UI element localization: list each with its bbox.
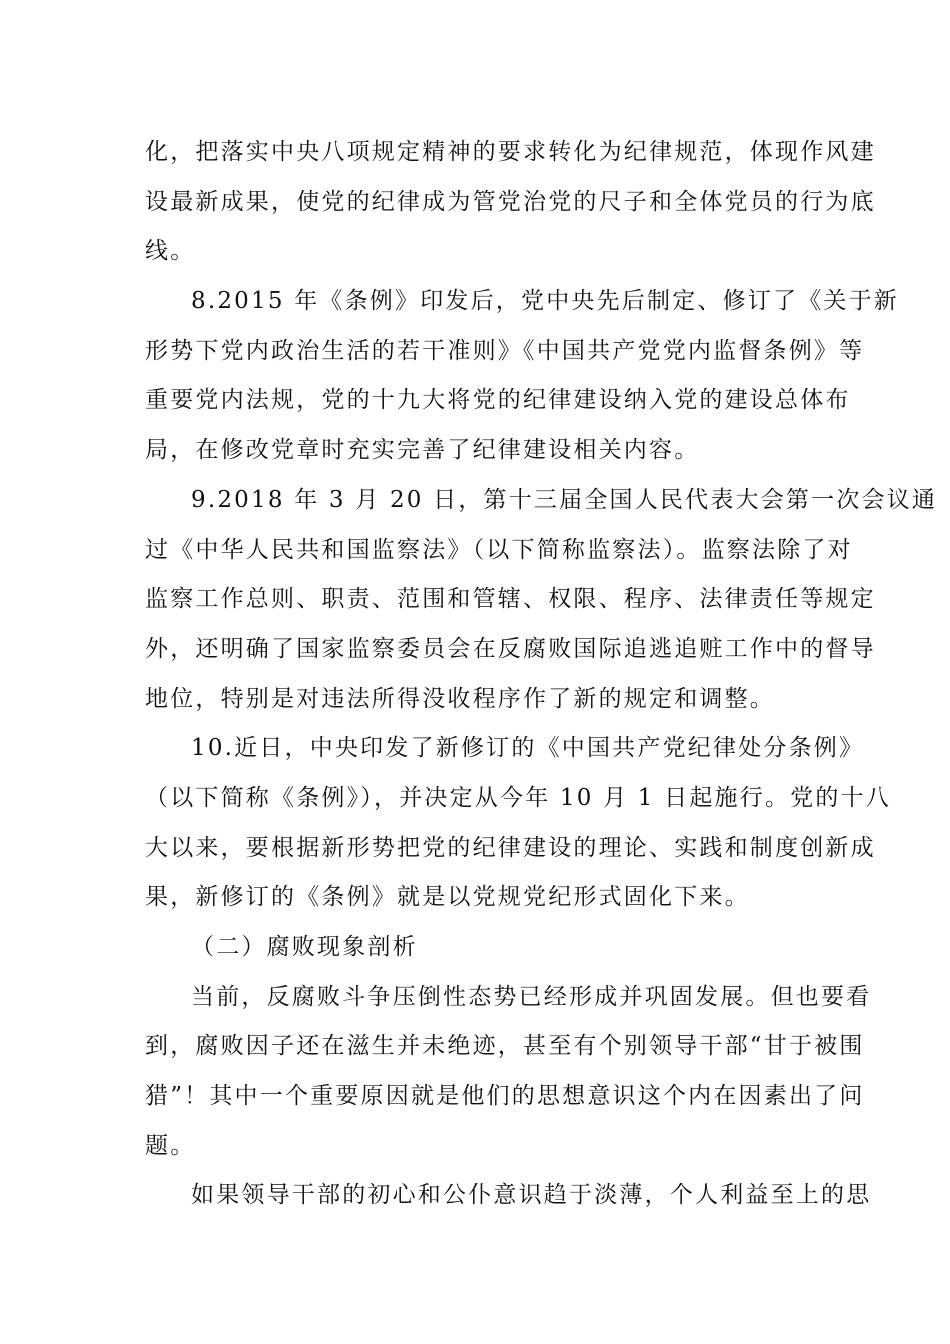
text-line: 过《中华人民共和国监察法》（以下简称监察法）。监察法除了对	[145, 536, 853, 563]
text-line: 监察工作总则、职责、范围和管辖、权限、程序、法律责任等规定	[145, 586, 876, 613]
paragraph-item-8	[145, 277, 899, 476]
text-line: 猎”！其中一个重要原因就是他们的思想意识这个内在因素出了问	[145, 1083, 865, 1110]
text-line: 线。	[145, 238, 196, 265]
text-line: 题。	[145, 1132, 196, 1159]
text-line: 8.2015 年《条例》印发后，党中央先后制定、修订了《关于新	[191, 288, 899, 315]
text-line: （以下简称《条例》），并决定从今年 10 月 1 日起施行。党的十八	[145, 784, 891, 811]
text-line: 外，还明确了国家监察委员会在反腐败国际追逃追赃工作中的督导	[145, 635, 876, 662]
heading-text: （二）腐败现象剖析	[191, 934, 418, 960]
text-line: 局，在修改党章时充实完善了纪律建设相关内容。	[145, 437, 700, 464]
paragraph-item-9	[145, 476, 938, 724]
paragraph-current-situation	[145, 973, 872, 1172]
paragraph-continued	[145, 128, 876, 277]
text-line: 地位，特别是对违法所得没收程序作了新的规定和调整。	[145, 685, 775, 712]
document-body	[145, 128, 938, 1221]
text-line: 大以来，要根据新形势把党的纪律建设的理论、实践和制度创新成	[145, 834, 876, 861]
text-line: 果，新修订的《条例》就是以党规党纪形式固化下来。	[145, 884, 750, 911]
text-line: 设最新成果，使党的纪律成为管党治党的尺子和全体党员的行为底	[145, 188, 876, 215]
text-line: 10.近日，中央印发了新修订的《中国共产党纪律处分条例》	[191, 735, 865, 762]
paragraph-if-leaders	[145, 1171, 872, 1221]
paragraph-item-10	[145, 724, 891, 923]
section-heading	[145, 923, 805, 973]
text-line: 重要党内法规，党的十九大将党的纪律建设纳入党的建设总体布	[145, 387, 851, 414]
text-line: 形势下党内政治生活的若干准则》《中国共产党党内监督条例》等	[145, 337, 865, 364]
text-line: 如果领导干部的初心和公仆意识趋于淡薄，个人利益至上的思	[191, 1182, 872, 1209]
text-line: 9.2018 年 3 月 20 日，第十三届全国人民代表大会第一次会议通	[191, 486, 938, 513]
text-line: 到，腐败因子还在滋生并未绝迹，甚至有个别领导干部“甘于被围	[145, 1033, 865, 1060]
text-line: 化，把落实中央八项规定精神的要求转化为纪律规范，体现作风建	[145, 139, 876, 165]
text-line: 当前，反腐败斗争压倒性态势已经形成并巩固发展。但也要看	[191, 983, 872, 1010]
